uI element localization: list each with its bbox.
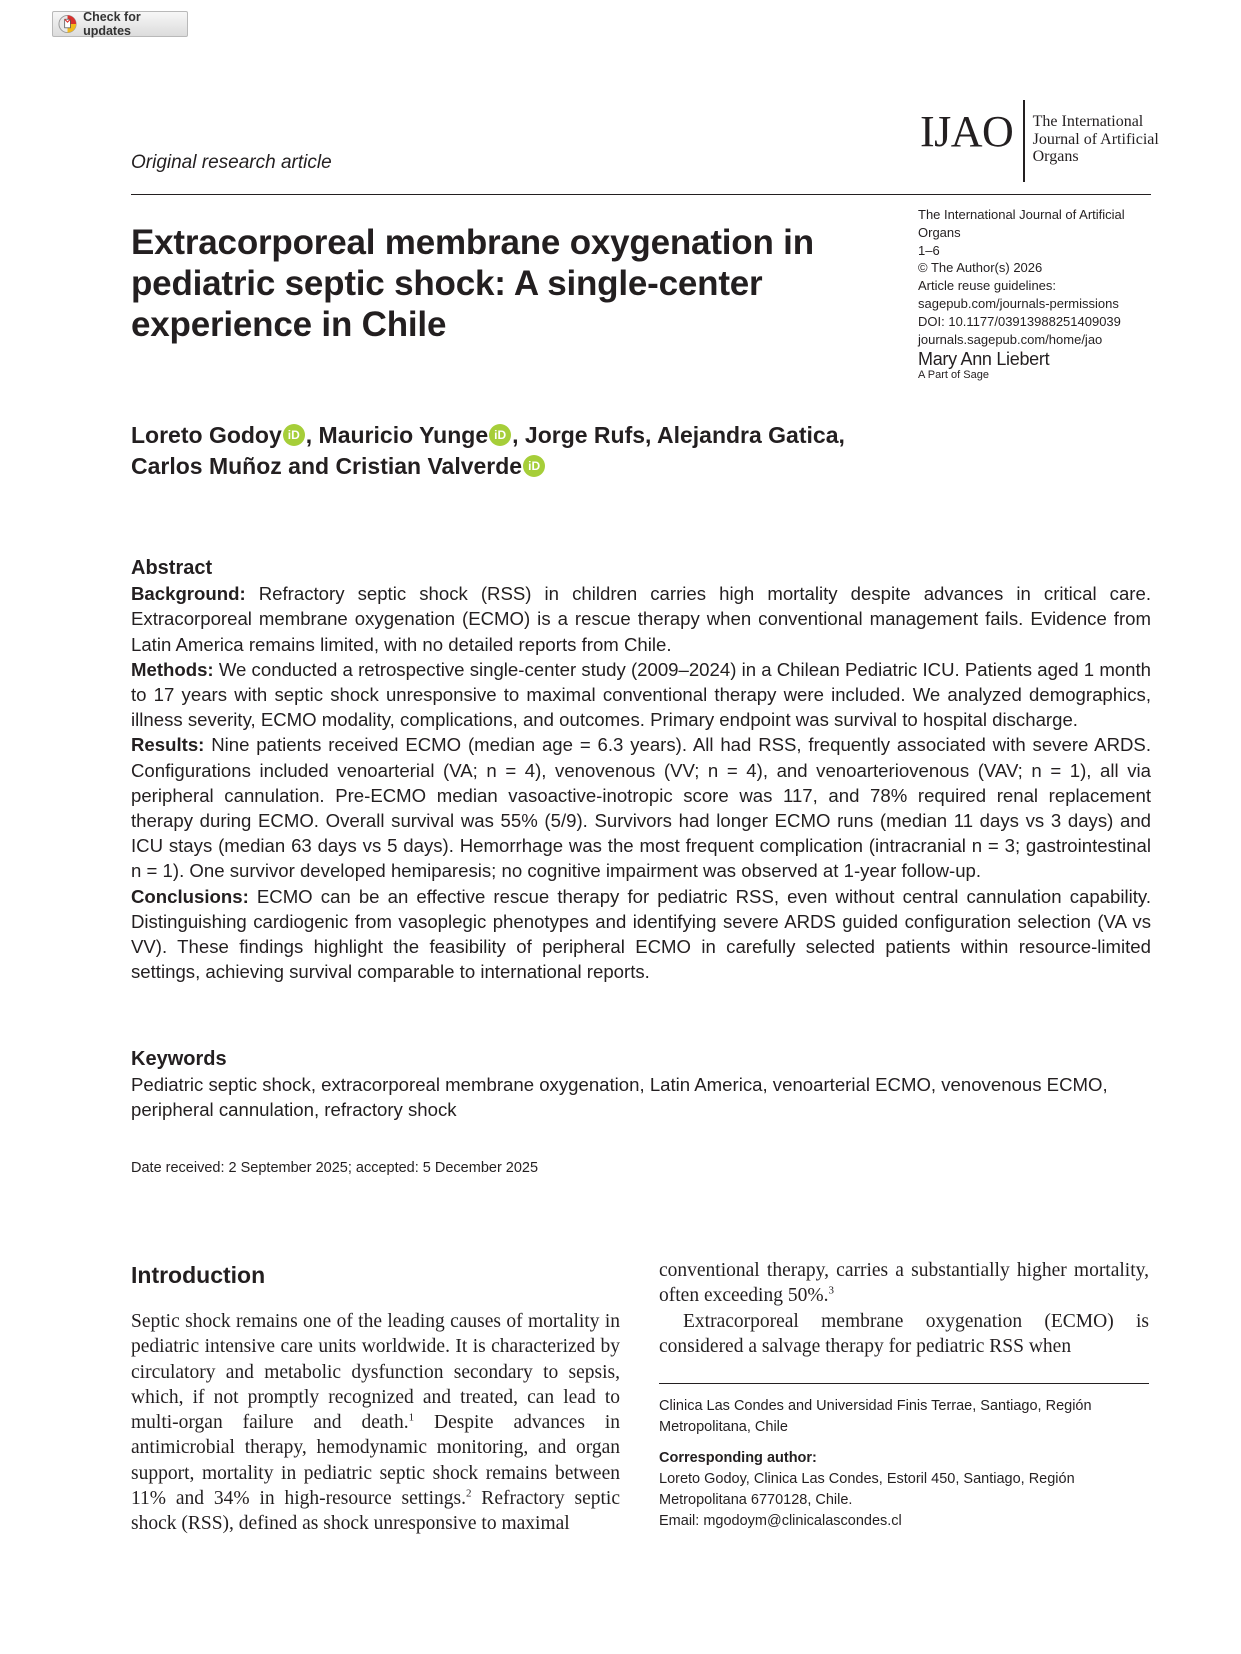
abstract-text: Refractory septic shock (RSS) in children carries high mortality despite advances in critical care. Extracorporeal membrane oxygenation (ECMO) is a rescue therapy when conventional management fails. Evidence from Latin America remains limited, with no detailed reports from Chile. xyxy=(131,583,1151,655)
abstract-methods xyxy=(131,657,1151,733)
orcid-icon[interactable]: iD xyxy=(523,455,545,477)
check-for-updates-label: Check for updates xyxy=(83,10,141,38)
reference-link[interactable]: 2 xyxy=(465,1487,472,1500)
journal-name-line: Journal of Artificial xyxy=(1032,130,1159,148)
body-paragraph xyxy=(131,1309,620,1537)
footnote-divider xyxy=(659,1383,1149,1384)
author-name: , Jorge Rufs, Alejandra Gatica, xyxy=(512,422,845,448)
keywords-heading: Keywords xyxy=(131,1048,227,1070)
orcid-icon[interactable]: iD xyxy=(283,424,305,446)
abstract xyxy=(131,556,1151,984)
journal-name-line: Organs xyxy=(1032,148,1079,165)
dates-received: Date received: 2 September 2025; accepted: 5 December 2025 xyxy=(131,1160,539,1176)
corresponding-label: Corresponding author: xyxy=(659,1450,817,1466)
body-text: Despite advances in antimicrobial therapy, hemodynamic monitoring, and organ support, mortality in pediatric septic shock remains between 11% and 34% in high-resource settings. xyxy=(131,1412,620,1510)
header-divider xyxy=(131,194,1151,195)
logo-divider xyxy=(1023,100,1024,182)
author-name: Loreto Godoy xyxy=(131,422,282,448)
body-text: conventional therapy, carries a substantially higher mortality, often exceeding 50%. xyxy=(659,1260,1149,1307)
body-paragraph xyxy=(659,1258,1149,1309)
reference-link[interactable]: 3 xyxy=(828,1284,834,1297)
abstract-heading: Abstract xyxy=(131,557,213,579)
journal-abbrev: IJAO xyxy=(920,107,1014,156)
abstract-text: Nine patients received ECMO (median age = 6.3 years). All had RSS, frequently associated with severe ARDS. Configurations included venoarterial (VA; n = 4), venovenous (VV; n = 4), and venoarteriovenous (VAV; n = 1), all via peripheral cannulation. Pre-ECMO median vasoactive-inotropic score was 117, and 78% required renal replacement therapy during ECMO. Overall survival was 55% (5/9). Survivors had longer ECMO runs (median 11 days vs 3 days) and ICU stays (median 63 days vs 5 days). Hemorrhage was the most frequent complication (intracranial n = 3; gastrointestinal n = 1). One survivor developed hemiparesis; no cognitive impairment was observed at 1-year follow-up. xyxy=(131,734,1151,882)
publisher-logo: Mary Ann Liebert xyxy=(918,349,1050,370)
meta-journal-link[interactable]: journals.sagepub.com/home/jao xyxy=(918,331,1103,347)
abstract-label: Methods: xyxy=(131,658,214,680)
affiliation: Clinica Las Condes and Universidad Finis Terrae, Santiago, Región Metropolitana, Chile xyxy=(659,1398,1092,1435)
article-title: Extracorporeal membrane oxygenation in pediatric septic shock: A single-center experience in Chile xyxy=(131,223,814,344)
abstract-conclusions xyxy=(131,884,1151,985)
meta-reuse-link[interactable]: sagepub.com/journals-permissions xyxy=(918,295,1119,311)
author-list xyxy=(131,420,931,482)
section-heading: Introduction xyxy=(131,1262,266,1288)
abstract-label: Background: xyxy=(131,583,246,605)
body-paragraph: Extracorporeal membrane oxygenation (ECMO) is considered a salvage therapy for pediatric RSS when xyxy=(659,1310,1149,1357)
corresponding-email[interactable]: Email: mgodoym@clinicalascondes.cl xyxy=(659,1513,902,1529)
body-column-left xyxy=(131,1309,620,1537)
check-for-updates-icon xyxy=(58,14,77,34)
author-name: Carlos Muñoz and Cristian Valverde xyxy=(131,453,523,479)
body-text: Septic shock remains one of the leading causes of mortality in pediatric intensive care units worldwide. It is characterized by circulatory and metabolic dysfunction secondary to sepsis, which, if not promptly recognized and treated, can lead to multi-organ failure and death. xyxy=(131,1311,620,1434)
journal-name xyxy=(1033,113,1173,166)
abstract-text: ECMO can be an effective rescue therapy for pediatric RSS, even without central cannulation capability. Distinguishing cardiogenic from vasoplegic phenotypes and identifying severe ARDS guided configuration selection (VA vs VV). These findings highlight the feasibility of peripheral ECMO in carefully selected patients within resource-limited settings, achieving survival comparable to international reports. xyxy=(131,885,1151,983)
meta-journal: Organs xyxy=(918,224,961,240)
abstract-label: Conclusions: xyxy=(131,885,249,907)
body-text: Refractory septic shock (RSS), defined as shock unresponsive to maximal xyxy=(131,1488,621,1535)
keywords xyxy=(131,1047,1151,1122)
abstract-background xyxy=(131,581,1151,657)
meta-reuse-label: Article reuse guidelines: xyxy=(918,278,1057,294)
check-for-updates-button[interactable] xyxy=(52,11,188,37)
article-meta xyxy=(918,206,1158,382)
abstract-label: Results: xyxy=(131,734,205,756)
journal-name-line: The International xyxy=(1032,113,1144,130)
reference-link[interactable]: 1 xyxy=(408,1411,415,1424)
meta-pages: 1–6 xyxy=(918,242,940,258)
publisher-subtitle: A Part of Sage xyxy=(918,369,989,382)
meta-copyright: © The Author(s) 2026 xyxy=(918,260,1043,276)
body-column-right xyxy=(659,1258,1149,1359)
article-type: Original research article xyxy=(131,152,332,173)
meta-doi[interactable]: DOI: 10.1177/03913988251409039 xyxy=(918,313,1121,329)
footnote xyxy=(659,1396,1149,1532)
keywords-text: Pediatric septic shock, extracorporeal membrane oxygenation, Latin America, venoarterial ECMO, venovenous ECMO, peripheral cannulation, refractory shock xyxy=(131,1074,1108,1120)
abstract-text: We conducted a retrospective single-center study (2009–2024) in a Chilean Pediatric ICU. Patients aged 1 month to 17 years with septic shock unresponsive to maximal conventional therapy were included. We analyzed demographics, illness severity, ECMO modality, complications, and outcomes. Primary endpoint was survival to hospital discharge. xyxy=(131,658,1151,731)
abstract-results xyxy=(131,732,1151,883)
journal-logo xyxy=(920,100,1173,182)
orcid-icon[interactable]: iD xyxy=(489,424,511,446)
corresponding-address: Loreto Godoy, Clinica Las Condes, Estoril 450, Santiago, Región Metropolitana 6770128, Chile. xyxy=(659,1471,1075,1508)
meta-journal: The International Journal of Artificial xyxy=(918,207,1125,222)
author-name: , Mauricio Yunge xyxy=(305,422,489,448)
